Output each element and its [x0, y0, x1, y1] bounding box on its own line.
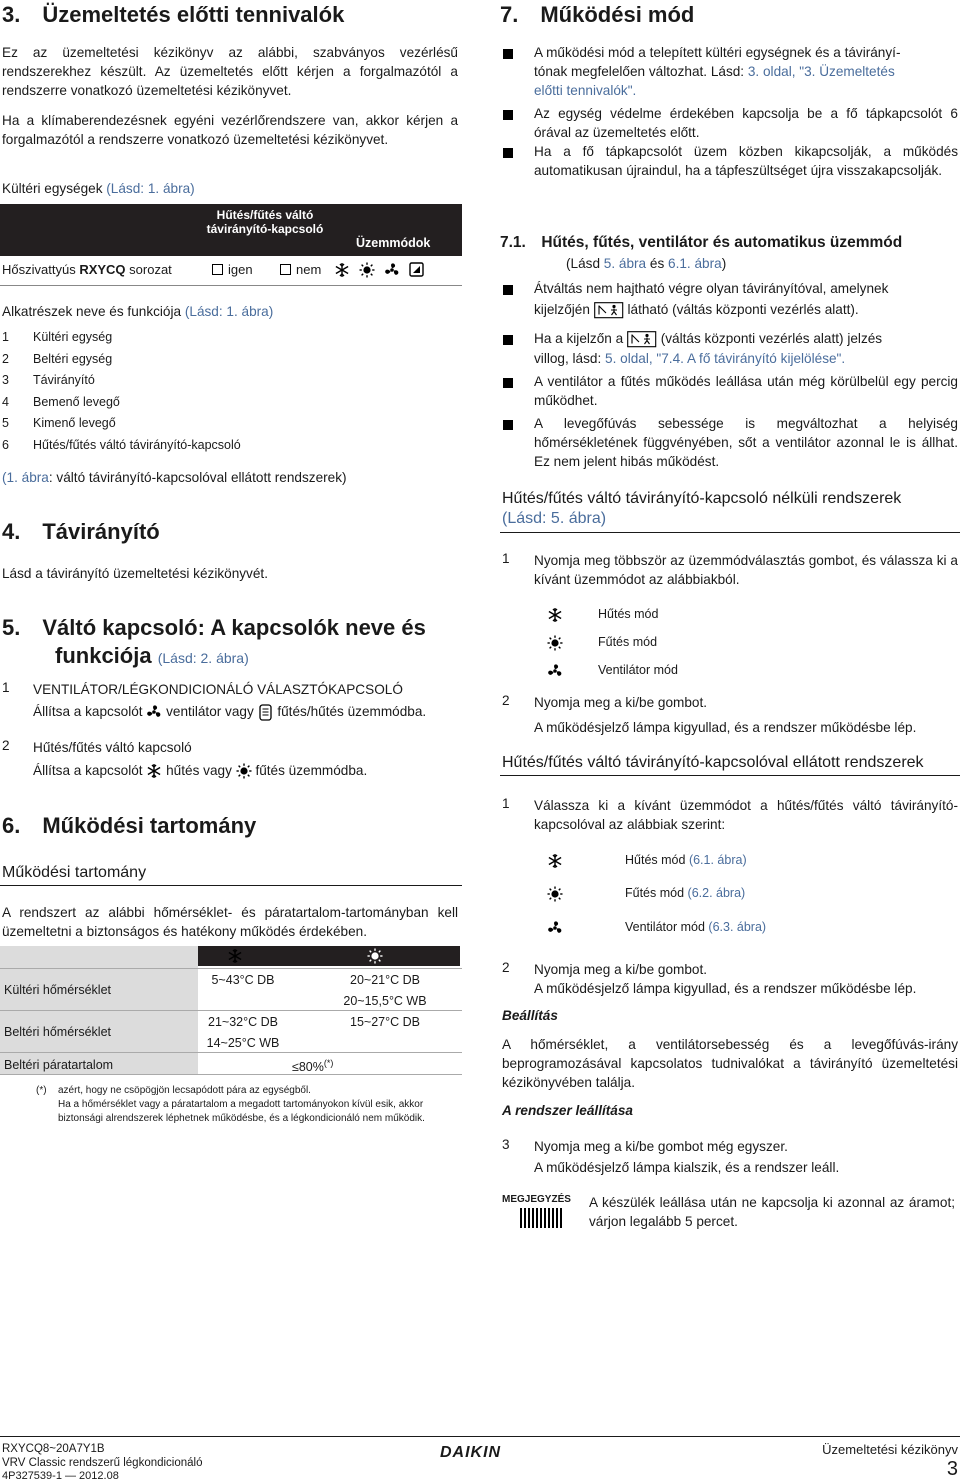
s3-paragraph-2: Ha a klímaberendezésnek egyéni vezérlőrendszere van, akkor kérjen a forgalmazótól a rendszerre vonatkozó üzemeltetési kézikönyvet. [2, 113, 458, 147]
bullet [503, 420, 513, 430]
sun-icon [547, 886, 563, 902]
part-label: Bemenő levegő [33, 394, 120, 409]
bullet [503, 335, 513, 345]
heat-indoor-db: 15~27°C DB [350, 1015, 420, 1029]
ws-item-1-number: 1 [502, 796, 510, 811]
central-control-icon [594, 302, 624, 319]
part-number: 2 [2, 351, 9, 366]
heat-pump-row-label: Hőszivattyús RXYCQ sorozat [2, 262, 172, 277]
figure-1-link[interactable]: (Lásd: 1. ábra) [106, 181, 195, 196]
section-3-title: 3. Üzemeltetés előtti tennivalók [2, 2, 345, 27]
setting-title: Beállítás [502, 1008, 558, 1023]
part-label: Beltéri egység [33, 351, 113, 366]
heat-outdoor-wb: 20~15,5°C WB [343, 994, 427, 1008]
note-icon [520, 1208, 564, 1228]
table-rule [0, 285, 462, 286]
footer-page-number: 3 [946, 1458, 958, 1480]
part-list-item [2, 330, 112, 344]
note-mark: (*) [36, 1085, 47, 1096]
s71-bullet-2-line1: Ha a kijelzőn a (váltás központi vezérlés alatt) jelzés [534, 331, 883, 346]
stop-item-3-result: A működésjelző lámpa kialszik, és a rendszer leáll. [534, 1160, 840, 1175]
heat-outdoor-db: 20~21°C DB [350, 973, 420, 987]
s7-bullet-1-line3[interactable]: előtti tennivalók". [534, 83, 637, 98]
range-rule-1 [0, 1010, 462, 1011]
fan-icon [547, 663, 563, 679]
stop-item-3-number: 3 [502, 1137, 510, 1152]
ns-item-2-result: A működésjelző lámpa kigyullad, és a rendszer működésbe lép. [534, 720, 917, 735]
footer-manual: Üzemeltetési kézikönyv [822, 1442, 958, 1457]
footer-rule [0, 1436, 960, 1437]
row-indoor-humidity: Beltéri páratartalom [4, 1058, 114, 1072]
part-label: Kültéri egység [33, 330, 113, 344]
s5-item-1-number: 1 [2, 680, 10, 695]
section-5-title: 5. Váltó kapcsoló: A kapcsolók neve és [2, 615, 426, 640]
with-switch-title: Hűtés/fűtés váltó távirányító-kapcsolóval ellátott rendszerek [502, 754, 924, 771]
modes-table-header [0, 204, 462, 256]
option-no: nem [280, 262, 321, 277]
section-4-title: 4. Távirányító [2, 519, 160, 544]
figure-1-caption: (1. ábra: váltó távirányító-kapcsolóval ellátott rendszerek) [2, 470, 347, 485]
no-switch-title: Hűtés/fűtés váltó távirányító-kapcsoló nélküli rendszerek [502, 490, 902, 507]
ns-item-1-number: 1 [502, 551, 510, 566]
switch-column-header: Hűtés/fűtés váltó távirányító-kapcsoló [206, 208, 324, 236]
part-number: 5 [2, 416, 9, 430]
modes-column-header: Üzemmódok [356, 236, 431, 250]
s71-bullet-1-line2: kijelzőjén látható (váltás központi vezérlés alatt). [534, 302, 859, 317]
ws-mode-heating: Fűtés mód (6.2. ábra) [625, 886, 746, 900]
part-label: Hűtés/fűtés váltó távirányító-kapcsoló [33, 437, 241, 452]
ns-item-2: Nyomja meg a ki/be gombot. [534, 695, 708, 710]
part-list-item [2, 352, 112, 366]
footer-product: VRV Classic rendszerű légkondicionáló [2, 1457, 203, 1469]
ns-mode-cooling: Hűtés mód [598, 607, 659, 621]
sun-icon [360, 263, 375, 278]
page-5-link[interactable]: 5. oldal, "7.4. A fő távirányító kijelölése". [605, 351, 846, 366]
bullet [503, 285, 513, 295]
snowflake-icon [336, 263, 348, 277]
figure-5-link[interactable]: (Lásd: 5. ábra) [502, 510, 607, 527]
part-label: Kimenő levegő [33, 416, 116, 430]
part-list-item [2, 438, 241, 452]
ws-mode-fan: Ventilátor mód (6.3. ábra) [625, 920, 767, 934]
option-yes: igen [212, 262, 253, 277]
bullet [503, 110, 513, 120]
s7-bullet-1-line2: tónak megfelelően változhat. Lásd: 3. oldal, "3. Üzemeltetés [534, 64, 895, 79]
sun-icon [547, 635, 563, 651]
cool-indoor-wb: 14~25°C WB [206, 1036, 280, 1050]
bullet [503, 378, 513, 388]
cool-outdoor-range: 5~43°C DB [211, 973, 275, 987]
note-text: A készülék leállása után ne kapcsolja ki azonnal az áramot; várjon legalább 5 percet. [589, 1195, 955, 1229]
ws-item-2-number: 2 [502, 960, 510, 975]
s4-text: Lásd a távirányító üzemeltetési kézikönyvét. [2, 566, 268, 581]
central-control-icon [627, 331, 657, 348]
ws-item-1: Válassza ki a kívánt üzemmódot a hűtés/fűtés váltó távirányító-kapcsolóval az alábbiak szerint: [534, 798, 958, 832]
section-7-1-title: 7.1. Hűtés, fűtés, ventilátor és automatikus üzemmód [500, 234, 903, 251]
section-6-title: 6. Működési tartomány [2, 813, 257, 838]
s5-item-2-text: Állítsa a kapcsolót hűtés vagy fűtés üzemmódba. [33, 763, 368, 778]
part-number: 3 [2, 373, 9, 387]
fan-icon [146, 704, 162, 720]
snowflake-icon [547, 607, 563, 623]
ns-mode-heating: Fűtés mód [598, 635, 658, 649]
range-table-header [198, 946, 460, 966]
mode-icons-row [334, 261, 434, 279]
ns-item-1: Nyomja meg többször az üzemmódválasztás gombot, és válassza ki a kívánt üzemmódot az alábbiakból. [534, 553, 958, 587]
s5-item-1-text: Állítsa a kapcsolót ventilátor vagy fűtés/hűtés üzemmódba. [33, 704, 427, 719]
with-switch-rule [500, 775, 960, 776]
s6-paragraph: A rendszert az alábbi hőmérséklet- és páratartalom-tartományban kell üzemeltetni a biztonságos és hatékony működés érdekében. [2, 905, 458, 939]
s6-subtitle-rule [0, 885, 462, 886]
bullet [503, 49, 513, 59]
s71-bullet-1-line1: Átváltás nem hajtható végre olyan távirányítóval, amelynek [534, 281, 889, 296]
s3-paragraph-1: Ez az üzemeltetési kézikönyv az alábbi, szabványos vezérlésű rendszerekhez készült. Az üzemeltetés előtt kérjen a forgalmazótól a rendszerre vonatkozó üzemeltetési kézikönyvet. [2, 45, 458, 98]
sun-icon [367, 948, 383, 964]
stop-title: A rendszer leállítása [502, 1103, 633, 1118]
checkbox-yes[interactable] [212, 264, 223, 275]
s7-bullet-1-line1: A működési mód a telepített kültéri egységnek és a távirányí- [534, 45, 901, 60]
snowflake-icon [146, 763, 162, 779]
setting-paragraph: A hőmérséklet, a ventilátorsebesség és a levegőfúvás-irány beprogramozásával kapcsolatos tudnivalókat a távirányító üzemeltetési kézikönyvében találja. [502, 1037, 958, 1090]
s71-bullet-4: A levegőfúvás sebessége is megváltozhat a helyiség hőmérsékletének függvényében, sőt a ventilátor azonnal le is állhat. Ez nem jelent hibás működést. [534, 416, 958, 469]
checkbox-no[interactable] [280, 264, 291, 275]
thermo-icon [410, 263, 423, 276]
range-rule-3 [0, 1074, 462, 1075]
fan-icon [385, 263, 398, 275]
outdoor-units-heading: Kültéri egységek (Lásd: 1. ábra) [2, 181, 195, 196]
part-list-item [2, 416, 116, 430]
row-outdoor-temp: Kültéri hőmérséklet [4, 983, 111, 997]
parts-heading: Alkatrészek neve és funkciója (Lásd: 1. ábra) [2, 304, 274, 319]
bullet [503, 148, 513, 158]
s7-bullet-2: Az egység védelme érdekében kapcsolja be a fő tápkapcsolót 6 órával az üzemeltetés előtt. [534, 106, 958, 140]
fan-icon [547, 920, 563, 936]
s71-bullet-3: A ventilátor a fűtés működés leállása után még körülbelül egy percig működhet. [534, 374, 958, 408]
note-line-2: Ha a hőmérséklet vagy a páratartalom a megadott tartományokon kívül esik, akkor biztonsági alrendszerek léphetnek működésbe, és a légkondicionáló nem működik. [58, 1099, 425, 1124]
switch-icon [258, 704, 274, 721]
footer-code: 4P327539-1 — 2012.08 [2, 1470, 119, 1482]
page-3-link[interactable]: 3. oldal, "3. Üzemeltetés [747, 64, 895, 79]
row-indoor-temp: Beltéri hőmérséklet [4, 1025, 111, 1039]
snowflake-icon [227, 948, 243, 964]
note-line-1: azért, hogy ne csöpögjön lecsapódott pára az egységből. [58, 1085, 311, 1096]
s71-bullet-2-line2: villog, lásd: 5. oldal, "7.4. A fő távirányító kijelölése". [534, 351, 846, 366]
s6-subtitle: Működési tartomány [2, 864, 147, 881]
s5-item-2-number: 2 [2, 738, 10, 753]
part-number: 6 [2, 437, 9, 452]
figure-1-link-2[interactable]: (Lásd: 1. ábra) [184, 304, 274, 319]
stop-item-3: Nyomja meg a ki/be gombot még egyszer. [534, 1139, 788, 1154]
part-number: 4 [2, 394, 9, 409]
s5-item-2-title: Hűtés/fűtés váltó kapcsoló [33, 740, 192, 755]
part-list-item [2, 395, 120, 409]
range-rule-2 [0, 1052, 462, 1053]
section-7-title: 7. Működési mód [500, 2, 695, 27]
note-label: MEGJEGYZÉS [502, 1194, 571, 1205]
section-5-title-line2: funkciója (Lásd: 2. ábra) [55, 643, 249, 668]
daikin-logo: DAIKIN [440, 1444, 502, 1461]
range-rule-0 [0, 968, 462, 969]
s5-item-1-title: VENTILÁTOR/LÉGKONDICIONÁLÓ VÁLASZTÓKAPCSOLÓ [33, 682, 403, 697]
ws-mode-cooling: Hűtés mód (6.1. ábra) [625, 853, 747, 867]
humidity-value: ≤80%(*) [292, 1058, 334, 1075]
ns-mode-fan: Ventilátor mód [598, 663, 678, 677]
snowflake-icon [547, 853, 563, 869]
s71-ref: (Lásd 5. ábra és 6.1. ábra) [566, 256, 727, 271]
no-switch-rule [500, 532, 960, 533]
s7-bullet-3: Ha a fő tápkapcsolót üzem közben kikapcsolják, a működés automatikusan újraindul, ha a tápfeszültséget újra visszakapcsolják. [534, 144, 958, 178]
footer-model: RXYCQ8~20A7Y1B [2, 1443, 105, 1455]
sun-icon [236, 763, 252, 779]
ns-item-2-number: 2 [502, 693, 510, 708]
part-label: Távirányító [33, 373, 95, 387]
part-number: 1 [2, 330, 9, 344]
figure-2-link[interactable]: (Lásd: 2. ábra) [157, 650, 249, 666]
cool-indoor-db: 21~32°C DB [208, 1015, 278, 1029]
ws-item-2-result: A működésjelző lámpa kigyullad, és a rendszer működésbe lép. [534, 981, 917, 996]
part-list-item [2, 373, 95, 387]
ws-item-2: Nyomja meg a ki/be gombot. [534, 962, 708, 977]
